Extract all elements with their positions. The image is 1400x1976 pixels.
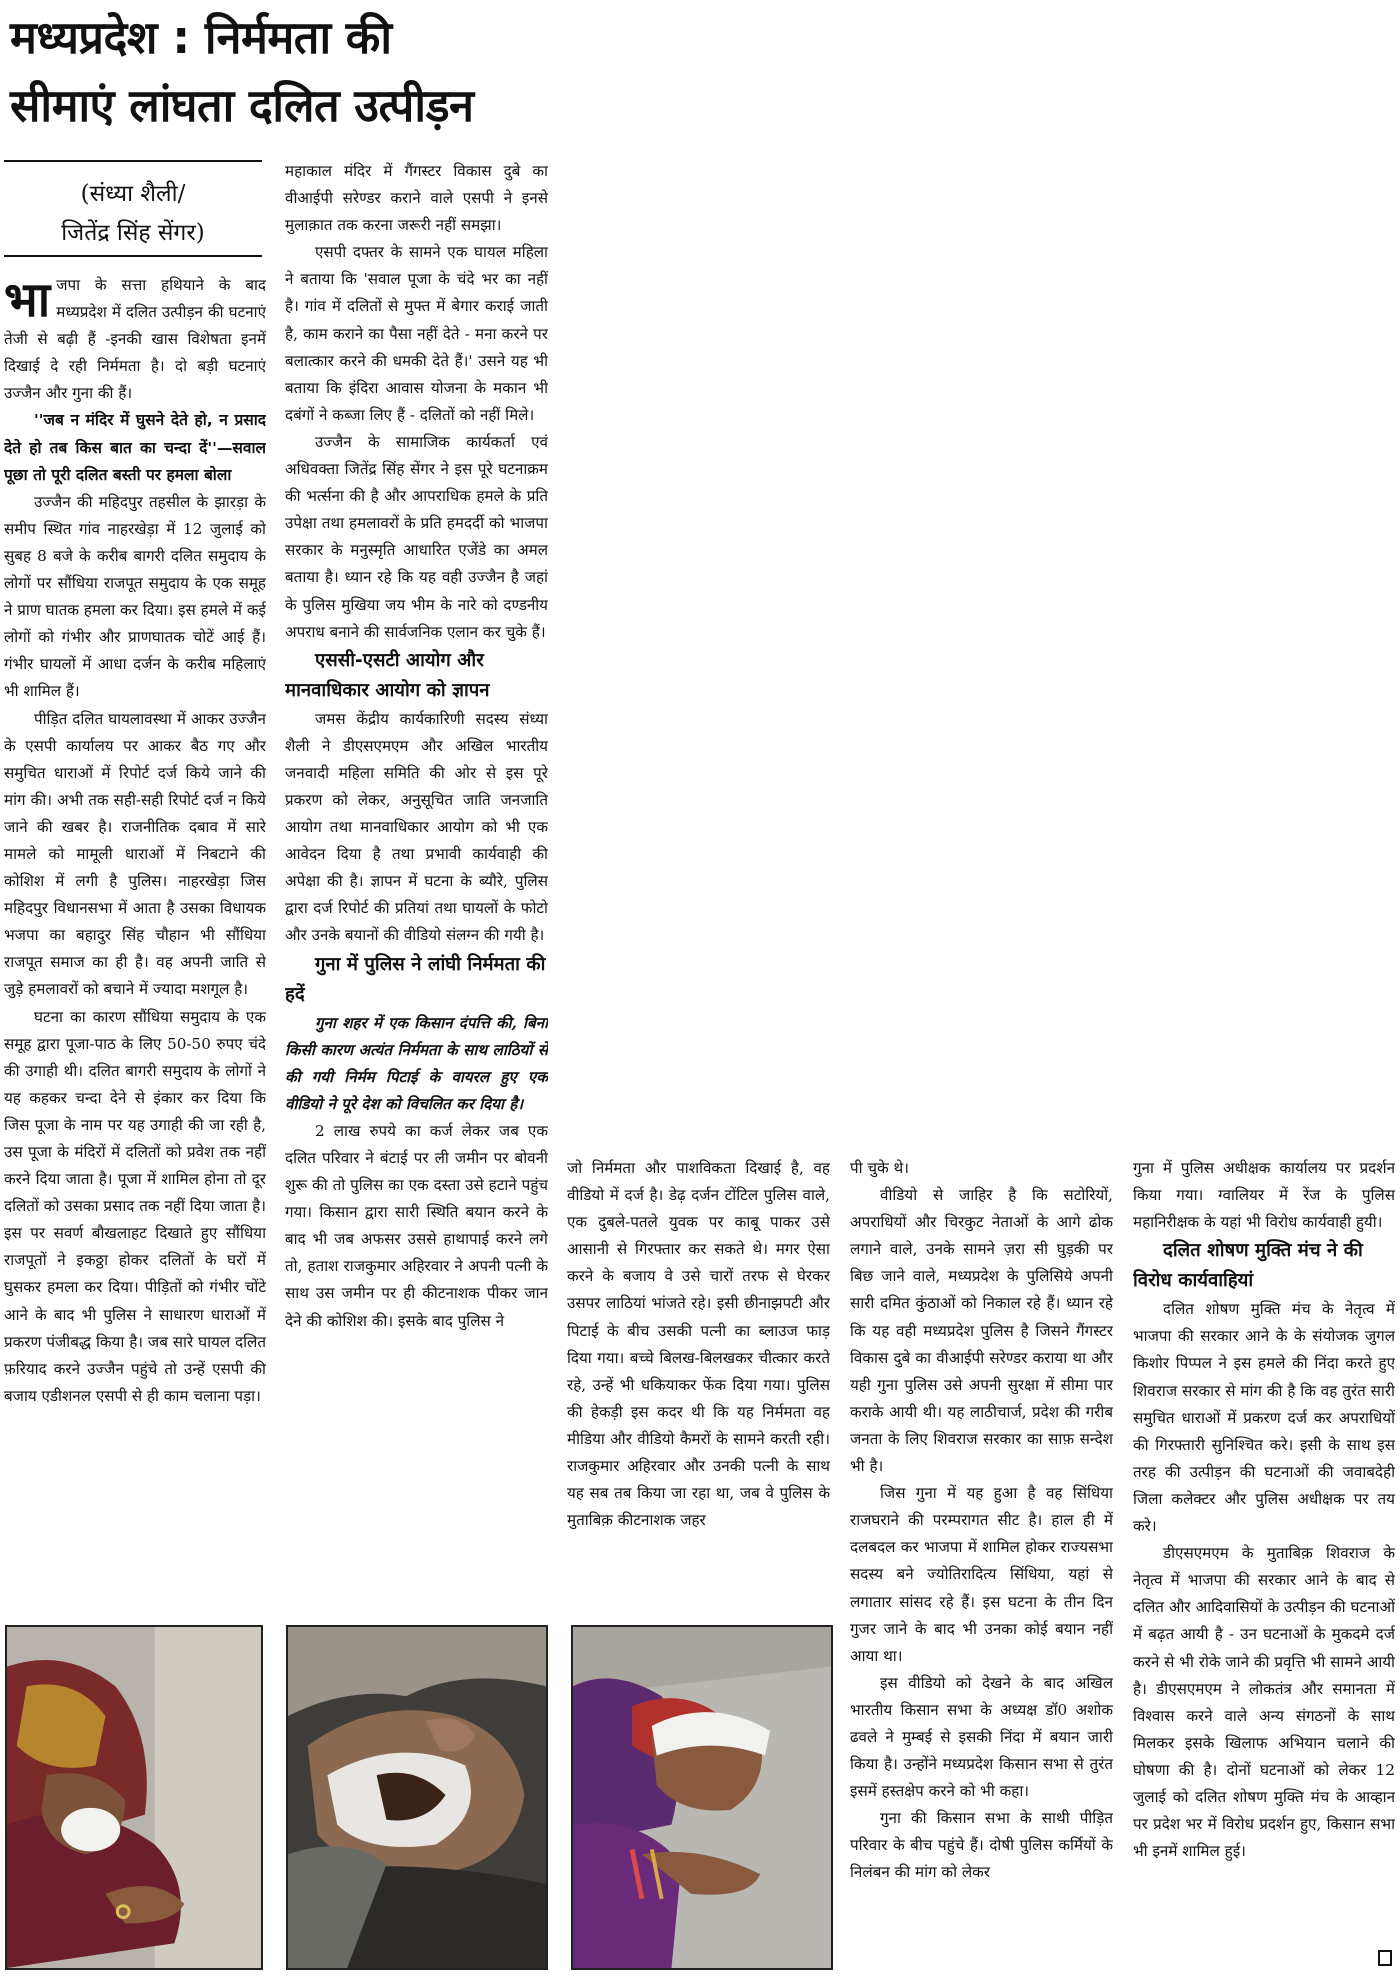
photo-injured-man-head	[286, 1625, 548, 1970]
headline-line-2: सीमाएं लांघता दलित उत्पीड़न	[10, 79, 474, 132]
paragraph: पी चुके थे।	[850, 1159, 909, 1177]
byline-bottom-rule	[4, 255, 262, 257]
article-column-2	[285, 158, 548, 1618]
paragraph: गुना में पुलिस अधीक्षक कार्यालय पर प्रदर्शन किया गया। ग्वालियर में रेंज के पुलिस महानिरीक्षक के यहां भी विरोध कार्यवाही हुयी।	[1133, 1159, 1395, 1232]
byline	[4, 175, 262, 253]
article-column-4	[850, 1155, 1113, 1970]
paragraph: उज्जैन के सामाजिक कार्यकर्ता एवं अधिवक्ता जितेंद्र सिंह सेंगर ने इस पूरे घटनाक्रम की भर्त्सना की है और आपराधिक हमले के प्रति उपेक्षा तथा हमलावरों के प्रति हमदर्दी को भाजपा सरकार के मनुस्मृति आधारित एजेंडे का अमल बताया है। ध्यान रहे कि यह वही उज्जैन है जहां के पुलिस मुखिया जय भीम के नारे को दण्डनीय अपराध बनाने की सार्वजनिक एलान कर चुके हैं।	[285, 432, 548, 641]
headline-line-1: मध्यप्रदेश : निर्ममता की	[10, 11, 392, 64]
subheading-dsmm-protest: दलित शोषण मुक्ति मंच ने की विरोध कार्यवाहियां	[1133, 1240, 1363, 1292]
byline-line-2: जितेंद्र सिंह सेंगर)	[61, 220, 205, 246]
photo-injured-woman-1	[5, 1625, 263, 1970]
byline-top-rule	[4, 160, 262, 162]
article-end-mark	[1378, 1950, 1392, 1966]
subheading-commission-memo: एससी-एसटी आयोग और मानवाधिकार आयोग को ज्ञापन	[285, 649, 490, 701]
paragraph: दलित शोषण मुक्ति मंच के नेतृत्व में भाजपा की सरकार आने के के संयोजक जुगल किशोर पिप्पल ने इस हमले की निंदा करते हुए शिवराज सरकार से मांग की है कि वह तुरंत सारी समुचित धाराओं में प्रकरण दर्ज कर अपराधियों की गिरफ्तारी सुनिश्चित करे। इसी के साथ इस तरह की उत्पीड़न की घटनाओं की जवाबदेही जिला कलेक्टर और पुलिस अधीक्षक पर तय करे।	[1133, 1300, 1395, 1536]
paragraph: महाकाल मंदिर में गैंगस्टर विकास दुबे का वीआईपी सरेण्डर कराने वाले एसपी ने इनसे मुलाक़ात तक करना जरूरी नहीं समझा।	[285, 162, 548, 235]
paragraph: एसपी दफ्तर के सामने एक घायल महिला ने बताया कि 'सवाल पूजा के चंदे भर का नहीं है। गांव में दलितों से मुफ्त में बेगार कराई जाती है, काम कराने का पैसा नहीं देते - मना करने पर बलात्कार करने की धमकी देते हैं।' उसने यह भी बताया कि इंदिरा आवास योजना के मकान भी दबंगों ने कब्जा लिए हैं - दलितों को नहीं मिले।	[285, 243, 548, 424]
paragraph: गुना की किसान सभा के साथी पीड़ित परिवार के बीच पहुंचे हैं। दोषी पुलिस कर्मियों के निलंबन की मांग को लेकर	[850, 1809, 1113, 1882]
paragraph: डीएसएमएम के मुताबिक़ शिवराज के नेतृत्व में भाजपा की सरकार आने के बाद से दलित और आदिवासियों के उत्पीड़न की घटनाओं में बढ़त आयी है - उन घटनाओं के मुकदमे दर्ज करने से भी रोके जाने की प्रवृत्ति भी सामने आयी है। डीएसएमएम ने लोकतंत्र और समानता में विश्वास करने वाले अन्य संगठनों के साथ मिलकर इसके खिलाफ अभियान चलाने की घोषणा की है। दोनों घटनाओं को लेकर 12 जुलाई को दलित शोषण मुक्ति मंच के आव्हान पर प्रदेश भर में विरोध प्रदर्शन हुए, किसान सभा भी इनमें शामिल हुई।	[1133, 1544, 1395, 1861]
paragraph: वीडियो से जाहिर है कि सटोरियों, अपराधियों और चिरकुट नेताओं के आगे ढोक लगाने वाले, उनके सामने ज़रा सी घुड़की पर बिछ जाने वाले, मध्यप्रदेश के पुलिसिये अपनी सारी दमित कुंठाओं को निकाल रहे हैं। ध्यान रहे कि यह वही मध्यप्रदेश पुलिस है जिसने गैंगस्टर विकास दुबे का वीआईपी सरेण्डर कराया था और यही गुना पुलिस उसे अपनी सुरक्षा में सीमा पार कराके आयी थी। यह लाठीचार्ज, प्रदेश की गरीब जनता के लिए शिवराज सरकार का साफ़ सन्देश भी है।	[850, 1186, 1113, 1476]
article-column-1	[4, 272, 266, 1617]
paragraph: इस वीडियो को देखने के बाद अखिल भारतीय किसान सभा के अध्यक्ष डॉ0 अशोक ढवले ने मुम्बई से इसकी निंदा में बयान जारी किया है। उन्होंने मध्यप्रदेश किसान सभा से तुरंत इसमें हस्तक्षेप करने को भी कहा।	[850, 1673, 1113, 1801]
paragraph: जिस गुना में यह हुआ है वह सिंधिया राजघराने की परम्परागत सीट है। हाल ही में दलबदल कर भाजपा में शामिल होकर राज्यसभा सदस्य बने ज्योतिरादित्य सिंधिया, यहां से लगातार सांसद रहे हैं। इस घटना के तीन दिन गुजर जाने के बाद भी उनका कोई बयान नहीं आया था।	[850, 1484, 1113, 1665]
byline-line-1: (संध्या शैली/	[80, 181, 186, 207]
paragraph: जमस केंद्रीय कार्यकारिणी सदस्य संध्या शैली ने डीएसएमएम और अखिल भारतीय जनवादी महिला समिति की ओर से इस पूरे प्रकरण को लेकर, अनुसूचित जाति जनजाति आयोग तथा मानवाधिकार आयोग को भी एक आवेदन दिया है तथा प्रभावी कार्यवाही की अपेक्षा की है। ज्ञापन में घटना के ब्यौरे, पुलिस द्वारा दर्ज रिपोर्ट की प्रतियां तथा घायलों के फोटो और उनके बयानों की वीडियो संलग्न की गयी है।	[285, 709, 548, 945]
article-intro	[4, 272, 266, 407]
photo-injured-woman-2	[571, 1625, 833, 1970]
paragraph: जो निर्ममता और पाशविकता दिखाई है, वह वीडियो में दर्ज है। डेढ़ दर्जन टोंटिल पुलिस वाले, एक दुबले-पतले युवक पर काबू पाकर उसे आसानी से गिरफ्तार कर सकते थे। मगर ऐसा करने के बजाय वे उसे चारों तरफ से घेरकर उसपर लाठियां भांजते रहे। इसी छीनाझपटी और पिटाई के बीच उसकी पत्नी का ब्लाउज फाड़ दिया गया। बच्चे बिलख-बिलखकर चीत्कार करते रहे, उन्हें भी धकियाकर फेंक दिया गया। पुलिस की हेकड़ी इस कदर थी कि यह निर्ममता वह मीडिया और वीडियो कैमरों के सामने करती रही। राजकुमार अहिरवार और उनकी पत्नी के साथ यह सब तब किया जा रहा था, जब वे पुलिस के मुताबिक़ कीटनाशक जहर	[567, 1159, 830, 1530]
article-column-3	[567, 1155, 830, 1618]
paragraph: पीड़ित दलित घायलावस्था में आकर उज्जैन के एसपी कार्यालय पर आकर बैठ गए और समुचित धाराओं में रिपोर्ट दर्ज किये जाने की मांग की। अभी तक सही-सही रिपोर्ट दर्ज न किये जाने की खबर है। राजनीतिक दबाव में सारे मामले को मामूली धाराओं में निबटाने की कोशिश में लगी है पुलिस। नाहरखेड़ा जिस महिदपुर विधानसभा में आता है उसका विधायक भजपा का बहादुर सिंह चौहान भी सौंधिया राजपूत समाज का ही है। वह अपनी जाति से जुड़े हमलावरों को बचाने में ज्यादा मशगूल है।	[4, 709, 266, 999]
paragraph: घटना का कारण सौंधिया समुदाय के एक समूह द्वारा पूजा-पाठ के लिए 50-50 रुपए चंदे की उगाही थी। दलित बागरी समुदाय के लोगों ने यह कहकर चन्दा देने से इंकार कर दिया कि जिस पूजा के नाम पर यह उगाही की जा रही है, उस पूजा के मंदिरों में दलितों को प्रवेश तक नहीं करने दिया जाता है। पूजा में शामिल होना तो दूर दलितों को उसका प्रसाद तक नहीं दिया जाता है। इस पर सवर्ण बौखलाहट दिखाते हुए सौंधिया राजपूतों ने इकठ्ठा होकर दलितों के घरों में घुसकर हमला कर दिया। पीड़ितों को गंभीर चोंटे आने के बाद भी पुलिस ने साधारण धाराओं में प्रकरण पंजीबद्ध किया है। जब सारे घायल दलित फ़रियाद करने उज्जैन पहुंचे तो उन्हें एसपी की बजाय एडीशनल एसपी से ही काम चलाना पड़ा।	[4, 1007, 266, 1405]
paragraph: उज्जैन की महिदपुर तहसील के झारड़ा के समीप स्थित गांव नाहरखेड़ा में 12 जुलाई को सुबह 8 बजे के करीब बागरी दलित समुदाय के लोगों पर सौंधिया राजपूत समुदाय के एक समूह ने प्राण घातक हमला कर दिया। इस हमले में कई लोगों को गंभीर और प्राणघातक चोटें आई हैं। गंभीर घायलों में आधा दर्जन के करीब महिलाएं भी शामिल हैं।	[4, 492, 266, 701]
drop-cap: भा	[4, 272, 51, 328]
intro-text: जपा के सत्ता हथियाने के बाद मध्यप्रदेश में दलित उत्पीड़न की घटनाएं तेजी से बढ़ी हैं -इनकी खास विशेषता इनमें दिखाई दे रही निर्ममता है। दो बड़ी घटनाएं उज्जैन और गुना की हैं।	[4, 276, 266, 403]
headline	[10, 4, 550, 140]
pull-quote: ''जब न मंदिर में घुसने देते हो, न प्रसाद देते हो तब किस बात का चन्दा दें''—सवाल पूछा तो पूरी दलित बस्ती पर हमला बोला	[4, 411, 266, 484]
subheading-guna-police: गुना में पुलिस ने लांघी निर्ममता की हदें	[285, 953, 546, 1005]
paragraph: 2 लाख रुपये का कर्ज लेकर जब एक दलित परिवार ने बंटाई पर ली जमीन पर बोवनी शुरू की तो पुलिस का एक दस्ता उसे हटाने पहुंच गया। किसान द्वारा सारी स्थिति बयान करने के बाद भी जब अफसर उससे हाथापाई करने लगे तो, हताश राजकुमार अहिरवार ने अपनी पत्नी के साथ उस जमीन पर ही कीटनाशक पीकर जान देने की कोशिश की। इसके बाद पुलिस ने	[285, 1121, 548, 1330]
article-column-5	[1133, 1155, 1395, 1970]
guna-lead: गुना शहर में एक किसान दंपत्ति की, बिना किसी कारण अत्यंत निर्ममता के साथ लाठियों से की गयी निर्मम पिटाई के वायरल हुए एक वीडियो ने पूरे देश को विचलित कर दिया है।	[285, 1013, 548, 1113]
